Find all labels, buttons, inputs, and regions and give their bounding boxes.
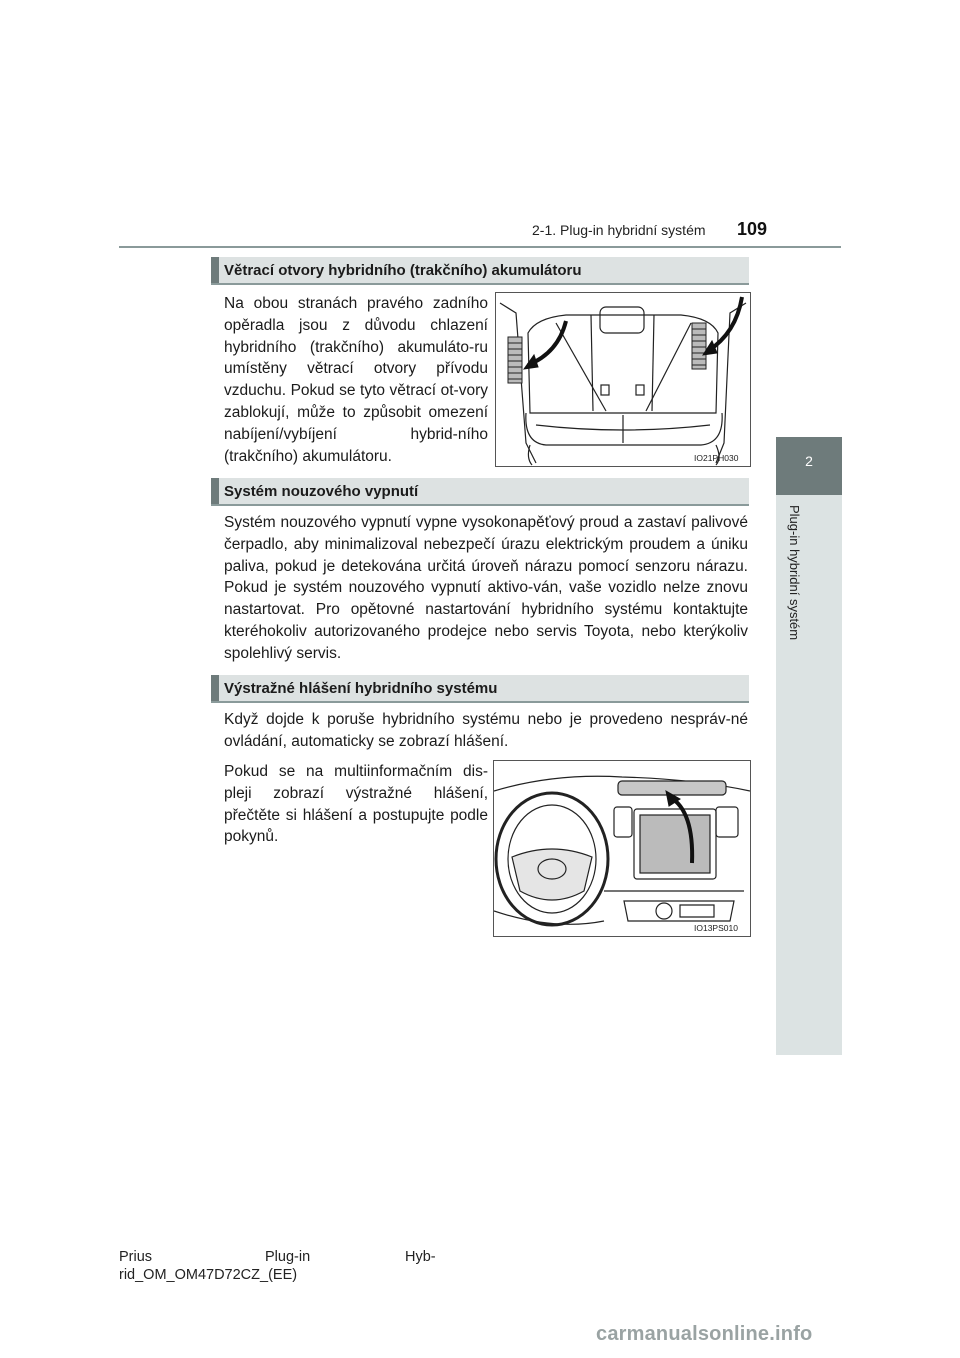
section-heading-warning-message: [211, 675, 749, 703]
section-heading-marker: [211, 257, 219, 283]
section-title: Systém nouzového vypnutí: [224, 483, 419, 500]
footer-variant: Plug-in: [265, 1249, 311, 1265]
rear-seat-vent-figure: [495, 292, 751, 467]
vent-grille-left: [508, 337, 522, 383]
section-heading-battery-vents: [211, 257, 749, 285]
section-heading-marker: [211, 675, 219, 701]
section-title: Výstražné hlášení hybridního systému: [224, 680, 498, 697]
section-heading-marker: [211, 478, 219, 504]
figure-code: IO13PS010: [694, 923, 738, 933]
footer-document-id: [119, 1248, 436, 1284]
section-paragraph: Na obou stranách pravého zadního opěradla jsou z důvodu chlazení hybridního (trakčního) akumuláto-ru umístěny větrací otvory přívodu vzduchu. Pokud se tyto větrací ot-vory zablokují, může to způsobit omezení nabíjení/vybíjení hybrid-ního (trakčního) akumulátoru.: [224, 295, 488, 465]
section-heading-emergency-shutoff: [211, 478, 749, 506]
rear-seat-illustration: [496, 293, 750, 466]
footer-type: Hyb-: [405, 1249, 436, 1265]
watermark: carmanualsonline.info: [596, 1323, 813, 1345]
footer-line-1: [119, 1248, 436, 1266]
chapter-title: Plug-in hybridní systém: [787, 505, 802, 641]
section-paragraph: Systém nouzového vypnutí vypne vysokonapěťový proud a zastaví palivové čerpadlo, aby minimalizoval nebezpečí úrazu elektrickým proudem a úniku paliva, pokud je detekována určitá úroveň nárazu pomocí senzoru nárazu. Pokud je systém nouzového vypnutí aktivo-ván, vaše vozidlo nelze znovu nastartovat. Pro opětovné nastartování hybridního systému kontaktujte kteréhokoliv autorizovaného prodejce nebo servis Toyota, nebo kterýkoliv spolehlivý servis.: [224, 514, 748, 662]
chapter-number: 2: [805, 453, 813, 469]
footer-model: Prius: [119, 1249, 153, 1265]
section-title: Větrací otvory hybridního (trakčního) akumulátoru: [224, 262, 582, 279]
header-divider: [119, 246, 841, 248]
dashboard-illustration: [494, 761, 750, 936]
chapter-title-vertical: [787, 505, 820, 685]
section-paragraph: Pokud se na multiinformačním dis-pleji zobrazí výstražné hlášení, přečtěte si hlášení a postupujte podle pokynů.: [224, 763, 488, 846]
page-number: 109: [737, 219, 768, 239]
section-paragraph: Když dojde k poruše hybridního systému nebo je provedeno nespráv-né ovládání, automaticky se zobrazí hlášení.: [224, 711, 748, 750]
figure-code: IO21PH030: [694, 453, 739, 463]
footer-line-2: rid_OM_OM47D72CZ_(EE): [119, 1267, 298, 1283]
running-header-section: 2-1. Plug-in hybridní systém: [532, 222, 706, 238]
dashboard-message-figure: [493, 760, 751, 937]
vent-grille-right: [692, 323, 706, 369]
